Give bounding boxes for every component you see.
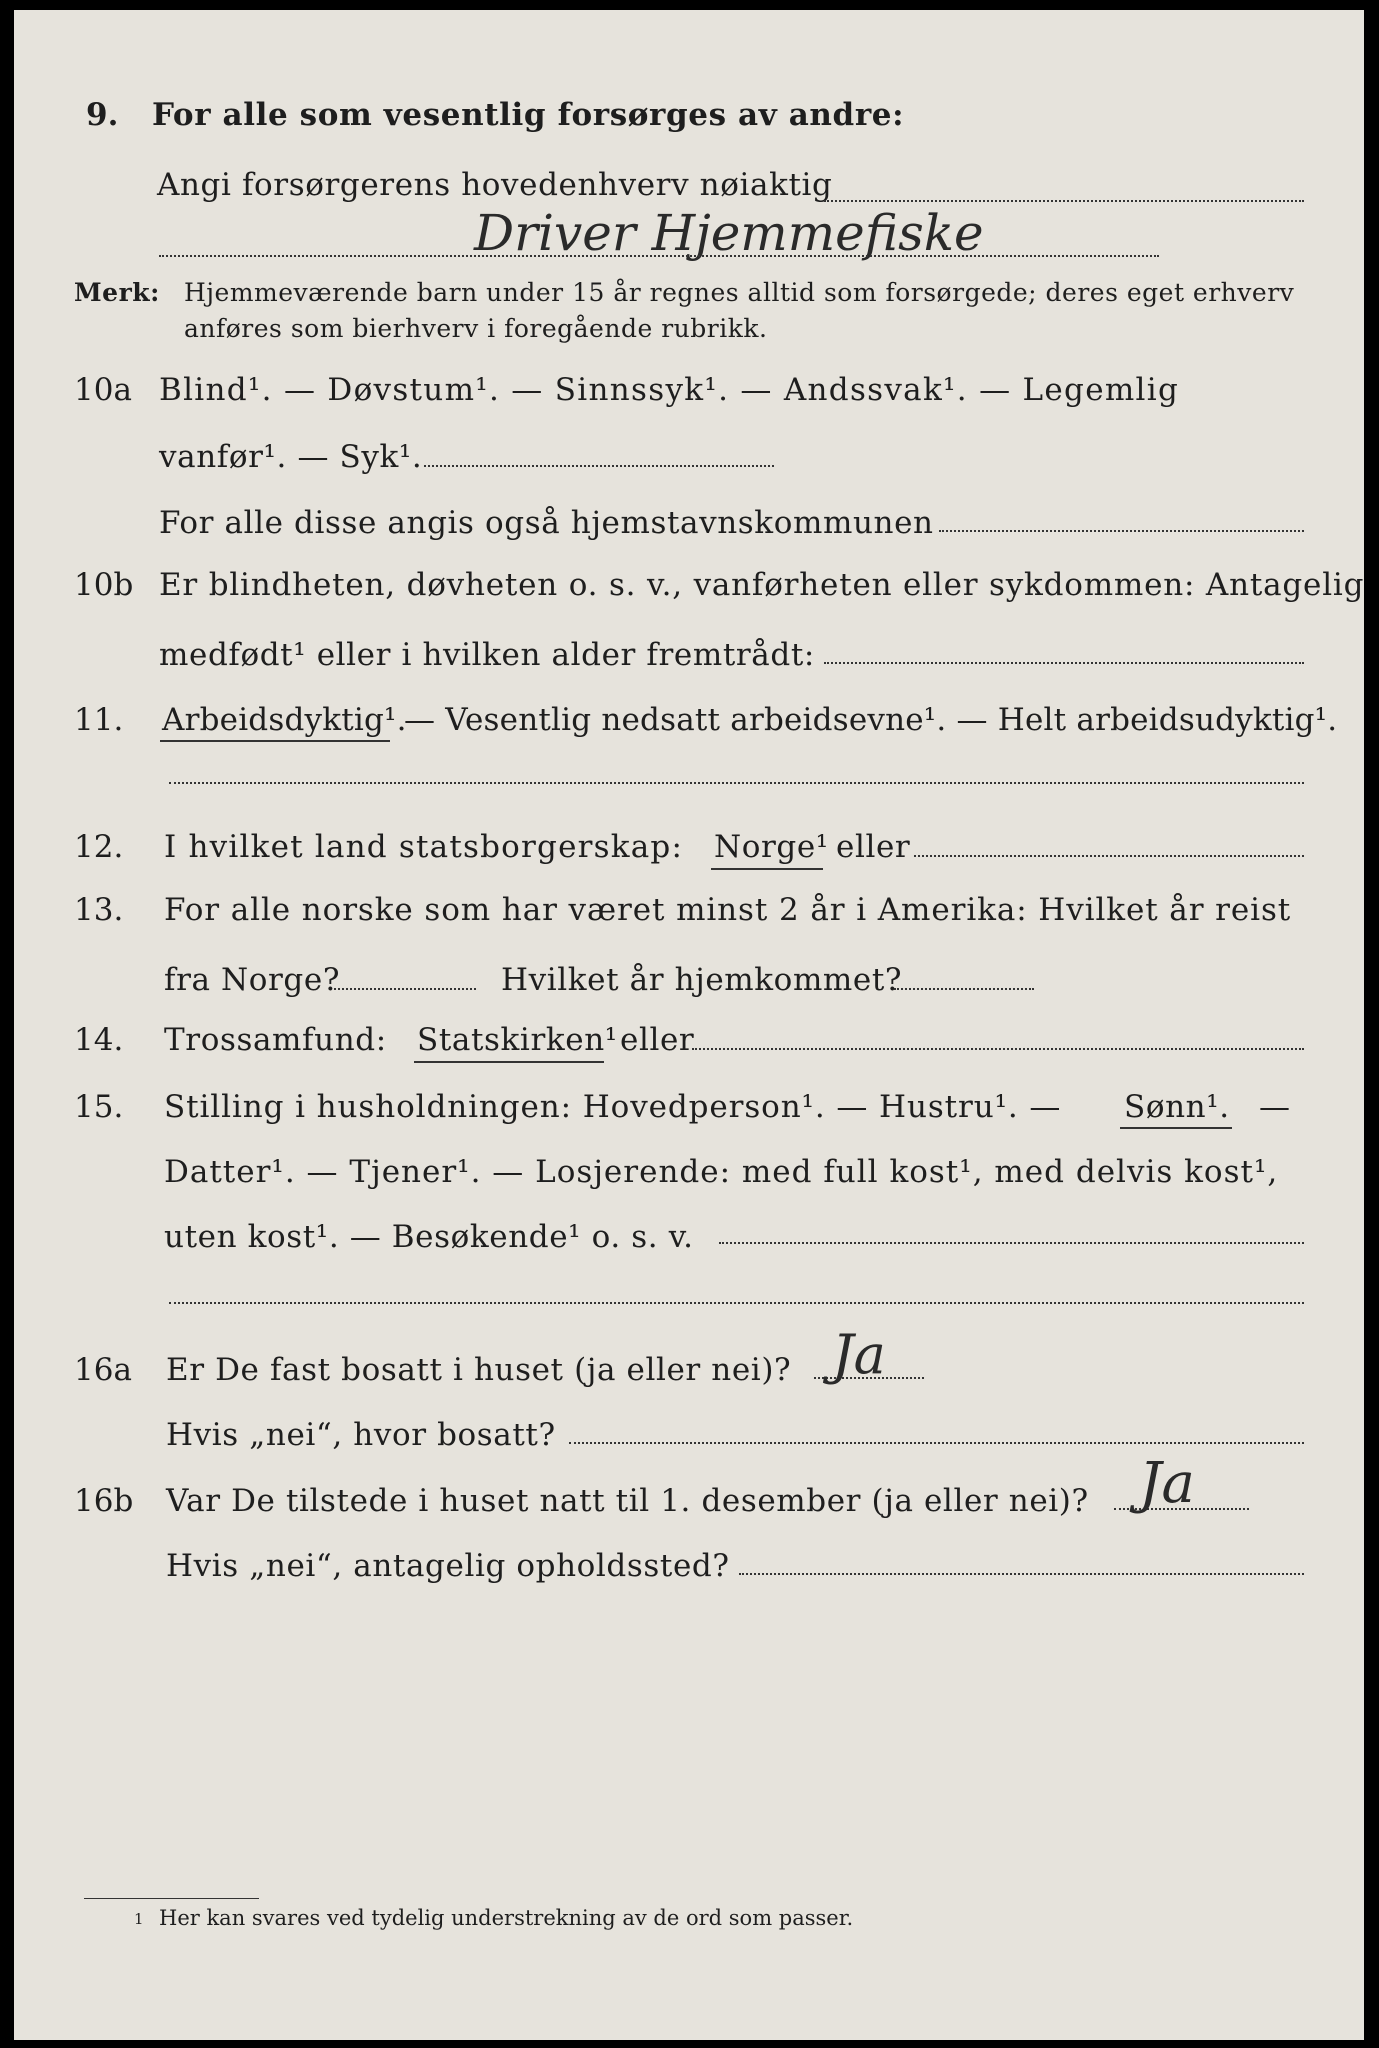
merk-line1: Hjemmeværende barn under 15 år regnes alltid som forsørgede; deres eget erhverv bbox=[184, 278, 1295, 307]
q10b-dotted-line bbox=[824, 662, 1304, 664]
q9-title: For alle som vesentlig forsørges av andre: bbox=[152, 97, 905, 133]
census-form-page bbox=[14, 10, 1364, 2040]
q9-handwritten-answer: Driver Hjemmefiske bbox=[474, 204, 984, 262]
q12-dotted-line bbox=[914, 855, 1304, 857]
q16a-line2: Hvis „nei“, hvor bosatt? bbox=[166, 1417, 556, 1453]
q15-dash: — bbox=[1259, 1089, 1291, 1125]
footnote-rule bbox=[84, 1898, 259, 1899]
q12-question: I hvilket land statsborgerskap: bbox=[164, 829, 684, 865]
q16a-question: Er De fast bosatt i huset (ja eller nei)? bbox=[166, 1352, 792, 1388]
q11-option-arbeidsdyktig: Arbeidsdyktig¹. bbox=[162, 702, 407, 738]
q16b-handwritten-answer: Ja bbox=[1139, 1451, 1195, 1516]
q16a-number: 16a bbox=[74, 1352, 132, 1388]
q12-option-norge: Norge¹ bbox=[714, 829, 829, 865]
q14-number: 14. bbox=[74, 1022, 124, 1058]
q12-number: 12. bbox=[74, 829, 124, 865]
q10b-line2: medfødt¹ eller i hvilken alder fremtrådt: bbox=[159, 637, 815, 673]
q16b-line2: Hvis „nei“, antagelig opholdssted? bbox=[166, 1548, 730, 1584]
q10a-line3: For alle disse angis også hjemstavnskommunen bbox=[159, 505, 934, 541]
q10a-dotted-line bbox=[424, 465, 774, 467]
merk-line2: anføres som bierhverv i foregående rubrikk. bbox=[184, 314, 768, 343]
q10b-number: 10b bbox=[74, 567, 134, 603]
q14-dotted-line bbox=[692, 1048, 1304, 1050]
q13-line1: For alle norske som har været minst 2 år i Amerika: Hvilket år reist bbox=[164, 892, 1292, 928]
q15-dotted-line bbox=[719, 1242, 1304, 1244]
q9-dotted-line bbox=[824, 200, 1304, 202]
q12-eller: eller bbox=[836, 829, 911, 865]
q9-answer-line bbox=[159, 255, 1159, 257]
q11-underline bbox=[160, 740, 390, 742]
q16a-line2-dotted-line bbox=[569, 1442, 1304, 1444]
q14-eller: eller bbox=[620, 1022, 695, 1058]
q10a-number: 10a bbox=[74, 372, 132, 408]
q14-question: Trossamfund: bbox=[164, 1022, 387, 1058]
merk-label: Merk: bbox=[74, 278, 160, 307]
q15-option-sonn: Sønn¹. bbox=[1124, 1089, 1230, 1125]
q16b-line2-dotted-line bbox=[739, 1573, 1304, 1575]
q16b-number: 16b bbox=[74, 1483, 134, 1519]
q11-dotted-line bbox=[169, 782, 1304, 784]
footnote-mark: 1 bbox=[134, 1910, 144, 1928]
footnote-text: Her kan svares ved tydelig understrekning av de ord som passer. bbox=[159, 1906, 854, 1930]
q12-underline bbox=[711, 868, 823, 870]
q16a-handwritten-answer: Ja bbox=[832, 1323, 886, 1386]
q13-right-dotted-line bbox=[894, 988, 1034, 990]
q9-number: 9. bbox=[86, 97, 119, 133]
q13-left-dotted-line bbox=[334, 988, 476, 990]
q13-left-question: fra Norge? bbox=[164, 962, 341, 998]
q14-underline bbox=[414, 1061, 604, 1063]
q13-number: 13. bbox=[74, 892, 124, 928]
q11-number: 11. bbox=[74, 702, 124, 738]
q15-line2: Datter¹. — Tjener¹. — Losjerende: med full kost¹, med delvis kost¹, bbox=[164, 1154, 1279, 1190]
q14-option-statskirken: Statskirken¹ bbox=[417, 1022, 618, 1058]
q9-line: Angi forsørgerens hovedenhverv nøiaktig bbox=[157, 167, 833, 203]
q15-line1: Stilling i husholdningen: Hovedperson¹. — Hustru¹. — bbox=[164, 1089, 1062, 1125]
q15-number: 15. bbox=[74, 1089, 124, 1125]
q13-right-question: Hvilket år hjemkommet? bbox=[501, 962, 903, 998]
q10a-line1: Blind¹. — Døvstum¹. — Sinnssyk¹. — Andssvak¹. — Legemlig bbox=[159, 372, 1180, 408]
q10a-home-dotted-line bbox=[939, 530, 1304, 532]
q15-underline bbox=[1120, 1127, 1232, 1129]
q10a-line2: vanfør¹. — Syk¹. bbox=[159, 439, 423, 475]
q15-line3: uten kost¹. — Besøkende¹ o. s. v. bbox=[164, 1219, 694, 1255]
q10b-line1: Er blindheten, døvheten o. s. v., vanførheten eller sykdommen: Antagelig bbox=[159, 567, 1365, 603]
q11-rest: — Vesentlig nedsatt arbeidsevne¹. — Helt arbeidsudyktig¹. bbox=[404, 702, 1338, 738]
q15-extra-dotted-line bbox=[169, 1302, 1304, 1304]
q16b-question: Var De tilstede i huset natt til 1. desember (ja eller nei)? bbox=[166, 1483, 1089, 1519]
